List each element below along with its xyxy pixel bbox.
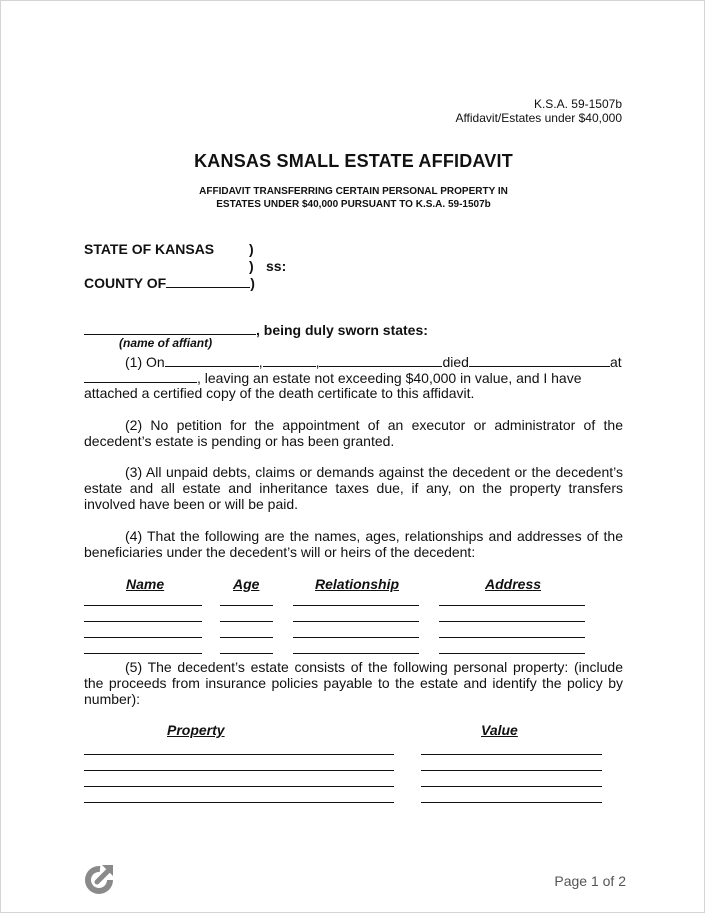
column-relationship: Relationship (315, 576, 400, 592)
beneficiary-address-blank[interactable] (439, 637, 585, 638)
statute-reference (455, 97, 622, 125)
value-blank[interactable] (421, 802, 602, 803)
beneficiary-name-blank[interactable] (84, 621, 202, 622)
para2: (2) No petition for the appointment of an executor or administrator of the decedent’s estate is pending or has been granted. (84, 417, 623, 449)
residence-blank[interactable] (84, 369, 197, 383)
death-date-blank[interactable] (165, 353, 259, 367)
para3: (3) All unpaid debts, claims or demands against the decedent or the decedent’s estate and all estate and inheritance taxes due, if any, on the property transfers involved have been or will be paid. (84, 464, 623, 512)
beneficiary-address-blank[interactable] (439, 653, 585, 654)
death-year-blank[interactable] (263, 353, 316, 367)
arrow-logo-icon (84, 862, 114, 895)
property-blank[interactable] (84, 802, 394, 803)
para5: (5) The decedent’s estate consists of the following personal property: (include the proceeds from insurance policies payable to the estate and identify the policy by number): (84, 659, 623, 707)
affiant-name-blank[interactable] (84, 321, 256, 335)
venue-paren-1: ) (249, 241, 254, 257)
page-number: Page 1 of 2 (554, 873, 626, 889)
beneficiary-age-blank[interactable] (220, 637, 273, 638)
para1-line1: (1) On , , died at (125, 354, 622, 370)
beneficiary-relationship-blank[interactable] (293, 653, 419, 654)
beneficiary-age-blank[interactable] (220, 621, 273, 622)
affiant-name-caption: (name of affiant) (119, 336, 213, 350)
beneficiary-address-blank[interactable] (439, 605, 585, 606)
death-place-blank[interactable] (469, 353, 610, 367)
document-subtitle: AFFIDAVIT TRANSFERRING CERTAIN PERSONAL PROPERTY IN ESTATES UNDER $40,000 PURSUANT TO K.S.A. 59-1507b (199, 186, 508, 210)
column-property: Property (167, 722, 225, 738)
para1-line3: attached a certified copy of the death certificate to this affidavit. (84, 385, 475, 401)
statute-number: K.S.A. 59-1507b (533, 97, 622, 111)
beneficiary-age-blank[interactable] (220, 653, 273, 654)
decedent-name-blank[interactable] (319, 353, 442, 367)
beneficiary-relationship-blank[interactable] (293, 605, 419, 606)
beneficiary-name-blank[interactable] (84, 653, 202, 654)
beneficiary-relationship-blank[interactable] (293, 621, 419, 622)
beneficiary-age-blank[interactable] (220, 605, 273, 606)
value-blank[interactable] (421, 754, 602, 755)
property-blank[interactable] (84, 770, 394, 771)
venue-paren-2: ) (249, 258, 254, 274)
para1-line2: , leaving an estate not exceeding $40,000 in value, and I have (84, 369, 582, 386)
property-blank[interactable] (84, 754, 394, 755)
value-blank[interactable] (421, 786, 602, 787)
venue-county: COUNTY OF ) (84, 275, 255, 291)
document-title: KANSAS SMALL ESTATE AFFIDAVIT (194, 151, 513, 171)
affiant-line: , being duly sworn states: (84, 321, 428, 338)
venue-state: STATE OF KANSAS (84, 241, 215, 257)
beneficiary-name-blank[interactable] (84, 637, 202, 638)
county-blank[interactable] (166, 274, 250, 288)
column-name: Name (126, 576, 165, 592)
para4: (4) That the following are the names, ages, relationships and addresses of the beneficiaries under the decedent’s will or heirs of the decedent: (84, 528, 623, 560)
beneficiary-name-blank[interactable] (84, 605, 202, 606)
column-age: Age (233, 576, 260, 592)
column-value: Value (481, 722, 518, 738)
value-blank[interactable] (421, 770, 602, 771)
form-name: Affidavit/Estates under $40,000 (455, 111, 622, 125)
column-address: Address (485, 576, 542, 592)
beneficiary-address-blank[interactable] (439, 621, 585, 622)
venue-ss: ss: (266, 258, 287, 274)
beneficiary-relationship-blank[interactable] (293, 637, 419, 638)
property-blank[interactable] (84, 786, 394, 787)
